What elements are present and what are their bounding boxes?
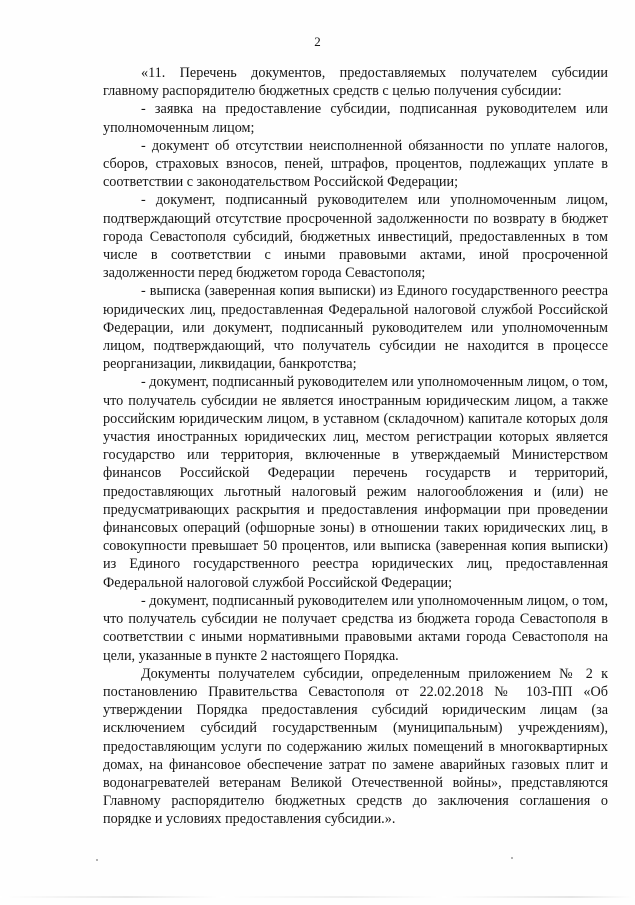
page-number: 2 [314,34,321,49]
scan-artifact-dot [96,859,98,861]
paragraph-documents-submission: Документы получателем субсидии, определенным приложением № 2 к постановлению Правительства Севастополя от 22.02.2018 № 103-ПП «Об утверждении Порядка предоставления субсидий юридическим лицам (за исключением субсидий государственным (муниципальным) учреждениям), предоставляющим услуги по содержанию жилых помещений в многоквартирных домах, на финансовое обеспечение затрат по замене аварийных газовых плит и водонагревателей ветеранам Великой Отечественной войны», представляются Главному распорядителю бюджетных средств до заключения соглашения о порядке и условиях предоставления субсидии.». [103,665,608,828]
paragraph-application: - заявка на предоставление субсидии, подписанная руководителем или уполномоченным лицом; [103,101,608,136]
document-body [103,64,608,829]
scan-edge-noise [0,896,635,898]
paragraph-tax-obligation: - документ об отсутствии неисполненной обязанности по уплате налогов, сборов, страховых взносов, пеней, штрафов, процентов, подлежащих уплате в соответствии с законодательством Российской Федерации; [103,137,608,191]
paragraph-registry-extract: - выписка (заверенная копия выписки) из Единого государственного реестра юридических лиц, предоставленная Федеральной налоговой службой Российской Федерации, или документ, подписанный руководителем или уполномоченным лицом, подтверждающий, что получатель субсидии не находится в процессе реорганизации, ликвидации, банкротства; [103,283,608,373]
paragraph-item-11-intro: «11. Перечень документов, предоставляемых получателем субсидии главному распорядителю бюджетных средств с целью получения субсидии: [103,65,608,100]
paragraph-foreign-entity: - документ, подписанный руководителем или уполномоченным лицом, о том, что получатель субсидии не является иностранным юридическим лицом, а также российским юридическим лицом, в уставном (складочном) капитале которых доля участия иностранных юридических лиц, местом регистрации которых является государство или территория, включенные в утверждаемый Министерством финансов Российской Федерации перечень государств и территорий, предоставляющих льготный налоговый режим налогообложения и (или) не предусматривающих раскрытия и предоставления информации при проведении финансовых операций (офшорные зоны) в отношении таких юридических лиц, в совокупности превышает 50 процентов, или выписка (заверенная копия выписки) из Единого государственного реестра юридических лиц, предоставленная Федеральной налоговой службой Российской Федерации; [103,374,608,591]
paragraph-no-other-funds: - документ, подписанный руководителем или уполномоченным лицом, о том, что получатель субсидии не получает средства из бюджета города Севастополя в соответствии с иными нормативными правовыми актами города Севастополя на цели, указанные в пункте 2 настоящего Порядка. [103,592,608,664]
paragraph-overdue-debt: - документ, подписанный руководителем или уполномоченным лицом, подтверждающий отсутствие просроченной задолженности по возврату в бюджет города Севастополя субсидий, бюджетных инвестиций, предоставленных в том числе в соответствии с иными правовыми актами, иной просроченной задолженности перед бюджетом города Севастополя; [103,192,608,282]
scan-artifact-dot [511,857,513,859]
